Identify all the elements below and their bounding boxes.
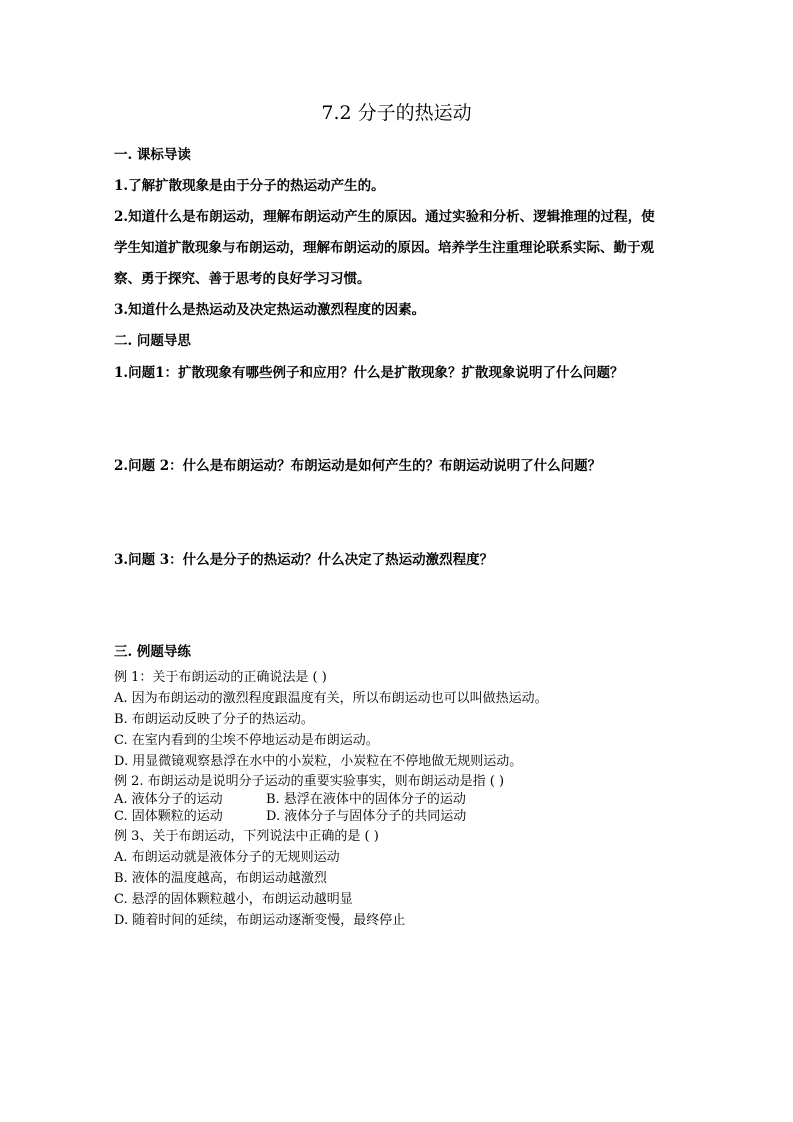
example-3-option-d: D. 随着时间的延续，布朗运动逐渐变慢，最终停止 <box>114 913 406 928</box>
objective-2-line-2: 学生知道扩散现象与布朗运动，理解布朗运动的原因。培养学生注重理论联系实际、勤于观 <box>114 240 654 256</box>
example-3-option-a: A. 布朗运动就是液体分子的无规则运动 <box>114 850 340 865</box>
question-1: 1.问题1：扩散现象有哪些例子和应用？什么是扩散现象？扩散现象说明了什么问题？ <box>114 365 624 381</box>
objective-3: 3.知道什么是热运动及决定热运动激烈程度的因素。 <box>114 302 426 318</box>
question-2: 2.问题 2：什么是布朗运动？布朗运动是如何产生的？布朗运动说明了什么问题？ <box>114 458 602 474</box>
example-1-option-b: B. 布朗运动反映了分子的热运动。 <box>114 712 314 727</box>
example-3-option-b: B. 液体的温度越高，布朗运动越激烈 <box>114 871 327 886</box>
question-3: 3.问题 3：什么是分子的热运动？什么决定了热运动激烈程度？ <box>114 552 494 568</box>
section-heading-1: 一. 课标导读 <box>114 147 191 163</box>
example-3-option-c: C. 悬浮的固体颗粒越小，布朗运动越明显 <box>114 892 353 907</box>
example-1-stem: 例 1：关于布朗运动的正确说法是 ( ) <box>114 670 327 685</box>
section-heading-3: 三. 例题导练 <box>114 644 191 660</box>
example-2-option-a: A. 液体分子的运动 <box>114 792 223 807</box>
example-1-option-a: A. 因为布朗运动的激烈程度跟温度有关，所以布朗运动也可以叫做热运动。 <box>114 691 548 706</box>
example-1-option-d: D. 用显微镜观察悬浮在水中的小炭粒，小炭粒在不停地做无规则运动。 <box>114 754 523 769</box>
example-2-option-b: B. 悬浮在液体中的固体分子的运动 <box>266 792 466 807</box>
objective-1: 1.了解扩散现象是由于分子的热运动产生的。 <box>114 178 385 194</box>
example-2-option-d: D. 液体分子与固体分子的共同运动 <box>266 809 467 824</box>
example-2-option-c: C. 固体颗粒的运动 <box>114 809 223 824</box>
objective-2-line-3: 察、勇于探究、善于思考的良好学习习惯。 <box>114 271 371 287</box>
example-2-options-row-1 <box>114 791 466 808</box>
section-heading-2: 二. 问题导思 <box>114 333 191 349</box>
example-2-stem: 例 2. 布朗运动是说明分子运动的重要实验事实，则布朗运动是指 ( ) <box>114 774 505 789</box>
example-2-options-row-2 <box>114 808 466 825</box>
example-1-option-c: C. 在室内看到的尘埃不停地运动是布朗运动。 <box>114 733 379 748</box>
page-title: 7.2 分子的热运动 <box>321 102 472 124</box>
objective-2-line-1: 2.知道什么是布朗运动，理解布朗运动产生的原因。通过实验和分析、逻辑推理的过程，使 <box>114 209 655 225</box>
example-3-stem: 例 3、关于布朗运动，下列说法中正确的是 ( ) <box>114 829 379 844</box>
